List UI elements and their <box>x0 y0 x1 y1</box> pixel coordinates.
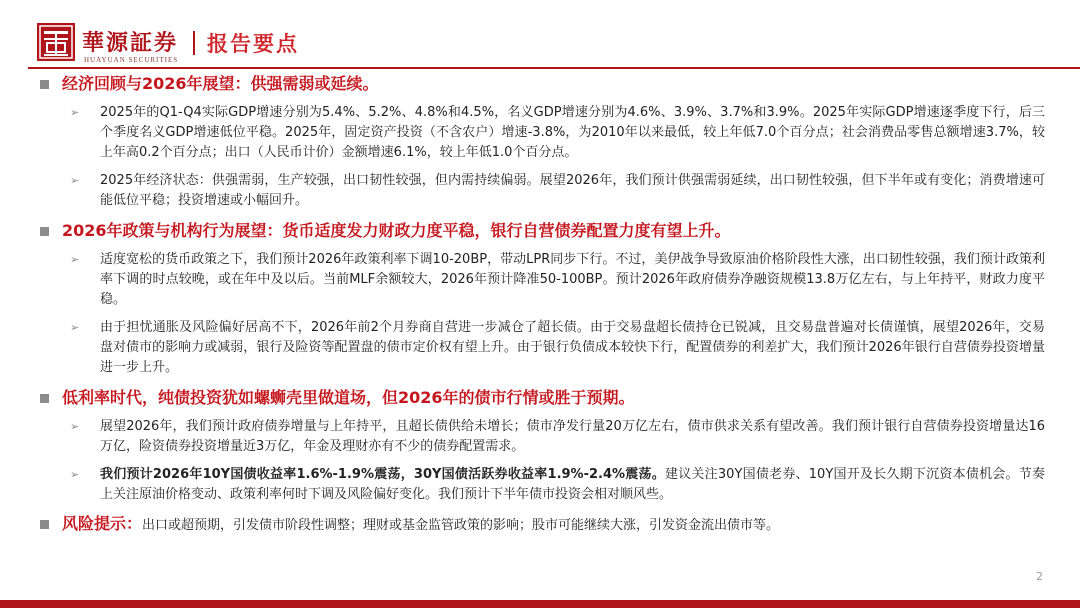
arrow-bullet-icon: ➢ <box>70 174 80 187</box>
arrow-bullet-icon: ➢ <box>70 253 80 266</box>
arrow-bullet-icon: ➢ <box>70 468 80 481</box>
list-item-text: 适度宽松的货币政策之下，我们预计2026年政策利率下调10-20BP，带动LPR同步下行。不过，美伊战争导致原油价格阶段性大涨，出口韧性较强，我们预计政策利率下调的时点较晚，或在年中及以后。当前MLF余额较大，2026年预计降准50-100BP。预计2026年政府债券净融资规模13.8万亿左右，与上年持平，财政力度平稳。 <box>100 252 1045 307</box>
risk-label: 风险提示： <box>62 514 143 533</box>
list-item-text <box>100 465 1045 505</box>
square-bullet-icon <box>40 520 49 529</box>
list-item <box>70 417 1060 457</box>
section-heading <box>40 387 1060 409</box>
section-heading <box>40 73 1060 95</box>
header-divider <box>193 31 195 55</box>
section-heading <box>40 220 1060 242</box>
list-item <box>70 465 1060 505</box>
bold-lead-text: 我们预计2026年10Y国债收益率1.6%-1.9%震荡，30Y国债活跃券收益率1.9%-2.4%震荡。 <box>100 467 665 482</box>
list-item-text: 2025年经济状态：供强需弱，生产较强，出口韧性较强，但内需持续偏弱。展望2026年，我们预计供强需弱延续，出口韧性较强，但下半年或有变化；消费增速可能低位平稳；投资增速或小幅回升。 <box>100 173 1045 208</box>
header-rule <box>28 67 1080 69</box>
list-item <box>70 171 1060 211</box>
square-bullet-icon <box>40 227 49 236</box>
brand-subtitle: HUAYUAN SECURITIES <box>84 56 179 64</box>
section-heading-text: 经济回顾与2026年展望：供强需弱或延续。 <box>62 74 379 93</box>
square-bullet-icon <box>40 80 49 89</box>
page-number: 2 <box>1036 570 1043 583</box>
section-heading-text: 2026年政策与机构行为展望：货币适度发力财政力度平稳，银行自营债券配置力度有望上升。 <box>62 221 731 240</box>
arrow-bullet-icon: ➢ <box>70 321 80 334</box>
slide-content <box>40 70 1060 537</box>
list-item <box>70 103 1060 163</box>
list-item <box>70 250 1060 310</box>
arrow-bullet-icon: ➢ <box>70 106 80 119</box>
list-item-text: 2025年的Q1-Q4实际GDP增速分别为5.4%、5.2%、4.8%和4.5%，名义GDP增速分别为4.6%、3.9%、3.7%和3.9%。2025年实际GDP增速逐季度下行，后三个季度名义GDP增速低位平稳。2025年，固定资产投资（不含农户）增速-3.8%，为2010年以来最低，较上年低7.0个百分点；社会消费品零售总额增速3.7%，较上年高0.2个百分点；出口（人民币计价）金额增速6.1%，较上年低1.0个百分点。 <box>100 105 1045 160</box>
footer-bar <box>0 600 1080 608</box>
huayuan-seal-logo-icon <box>36 22 76 62</box>
brand-name: 華源証券 <box>82 30 179 56</box>
list-item-text: 展望2026年，我们预计政府债券增量与上年持平，且超长债供给未增长；债市净发行量20万亿左右，债市供求关系有望改善。我们预计银行自营债券投资增量达16万亿，险资债券投资增量近3万亿，年金及理财亦有不少的债券配置需求。 <box>100 419 1045 454</box>
list-item-text: 由于担忧通胀及风险偏好居高不下，2026年前2个月券商自营进一步减仓了超长债。由于交易盘超长债持仓已锐减，且交易盘普遍对长债谨慎，展望2026年，交易盘对债市的影响力或减弱，银行及险资等配置盘的债市定价权有望上升。由于银行负债成本较快下行，配置债券的利差扩大，我们预计2026年银行自营债券投资增量进一步上升。 <box>100 320 1045 375</box>
list-item-tail-text: 建议关注30Y国债老券、10Y国开及长久期下沉资本债机会。节奏上关注原油价格变动、政策利率何时下调及风险偏好变化。我们预计下半年债市投资会相对顺风些。 <box>100 467 1045 502</box>
arrow-bullet-icon: ➢ <box>70 420 80 433</box>
page-title: 报告要点 <box>207 32 299 56</box>
section-heading-text: 低利率时代，纯债投资犹如螺蛳壳里做道场，但2026年的债市行情或胜于预期。 <box>62 388 635 407</box>
list-item <box>70 318 1060 378</box>
risk-text: 出口或超预期，引发债市阶段性调整；理财或基金监管政策的影响；股市可能继续大涨，引发资金流出债市等。 <box>142 518 780 533</box>
risk-note <box>40 513 1060 537</box>
square-bullet-icon <box>40 394 49 403</box>
slide-header <box>0 0 1080 72</box>
